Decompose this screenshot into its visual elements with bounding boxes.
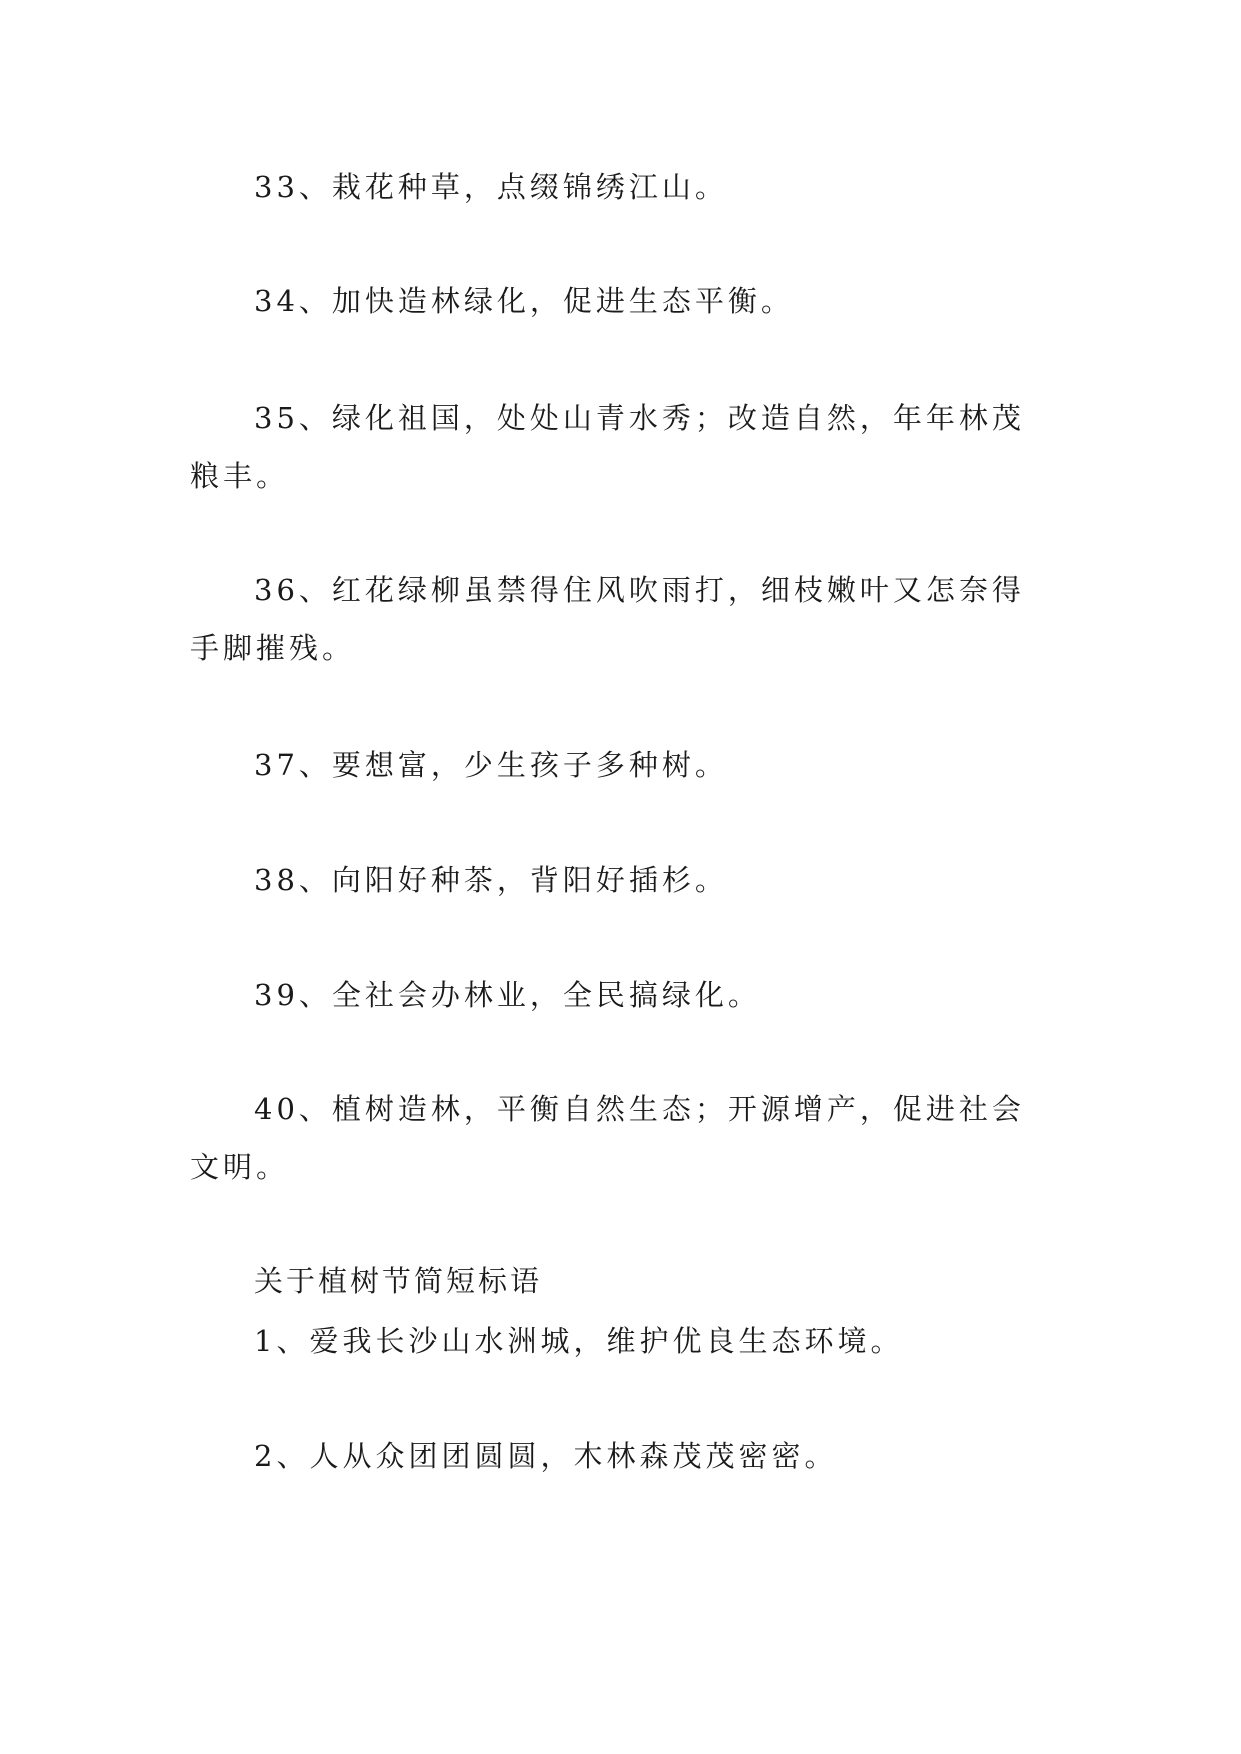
slogan-34: 34、加快造林绿化，促进生态平衡。 — [254, 284, 794, 318]
slogan-40: 40、植树造林，平衡自然生态；开源增产，促进社会文明。 — [190, 1092, 1025, 1184]
short-slogan-1: 1、爱我长沙山水洲城，维护优良生态环境。 — [254, 1324, 904, 1358]
slogan-38: 38、向阳好种茶，背阳好插杉。 — [254, 863, 728, 897]
slogan-39: 39、全社会办林业，全民搞绿化。 — [254, 978, 761, 1012]
slogan-35: 35、绿化祖国，处处山青水秀；改造自然，年年林茂粮丰。 — [190, 401, 1025, 493]
section-heading: 关于植树节简短标语 — [254, 1264, 543, 1298]
slogan-37: 37、要想富，少生孩子多种树。 — [254, 748, 728, 782]
short-slogan-2: 2、人从众团团圆圆，木林森茂茂密密。 — [254, 1439, 838, 1473]
slogan-36: 36、红花绿柳虽禁得住风吹雨打，细枝嫩叶又怎奈得手脚摧残。 — [190, 573, 1025, 665]
slogan-33: 33、栽花种草，点缀锦绣江山。 — [254, 170, 728, 204]
